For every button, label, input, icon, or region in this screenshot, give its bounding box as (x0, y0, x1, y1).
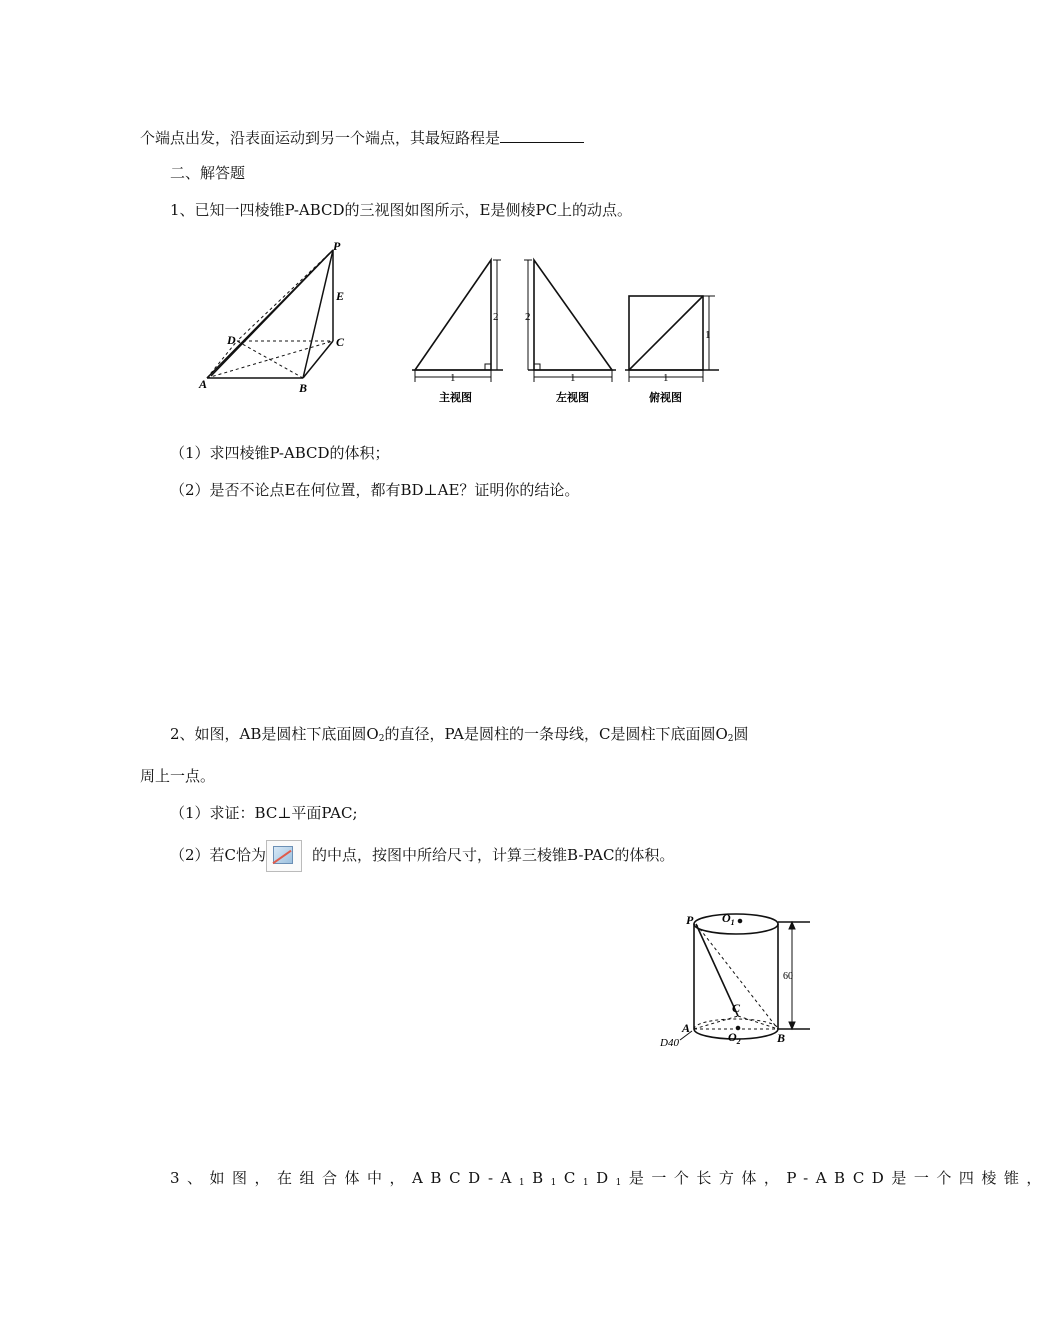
question-2-cont: 周上一点。 (140, 767, 216, 785)
label-c: C (732, 1001, 741, 1015)
side-caption: 左视图 (556, 392, 589, 404)
section-heading: 二、解答题 (170, 164, 246, 182)
top-width: 1 (663, 372, 669, 384)
label-o1: $O_1$ (722, 911, 735, 927)
question-2: 2、如图，AB是圆柱下底面圆$O_2$的直径，PA是圆柱的一条母线，C是圆柱下底面圆$O_2$圆 (170, 725, 749, 744)
answer-blank[interactable] (500, 128, 584, 143)
text: 个端点出发，沿表面运动到另一个端点，其最短路程是 (140, 129, 501, 147)
label-c: C (336, 335, 345, 349)
top-view (623, 252, 723, 407)
edge-pa-2 (211, 253, 330, 376)
front-height: 2 (493, 311, 499, 323)
label-b: B (299, 381, 308, 395)
diag-bd (237, 341, 303, 378)
label-e: E (336, 289, 345, 303)
question-1: 1、已知一四棱锥P-ABCD的三视图如图所示，E是侧棱PC上的动点。 (170, 201, 633, 219)
top-caption: 俯视图 (649, 392, 682, 404)
front-width: 1 (450, 372, 456, 384)
label-d: D (227, 333, 236, 347)
side-height: 2 (525, 311, 531, 323)
question-1-part-2: （2）是否不论点E在何位置，都有BD⊥AE？证明你的结论。 (170, 481, 580, 499)
pyramid-figure (195, 239, 375, 402)
label-p: P (686, 913, 694, 927)
label-p: P (333, 239, 341, 253)
top-height: 1 (705, 329, 711, 341)
front-view (407, 252, 507, 407)
label-a: A (199, 377, 208, 391)
question-1-part-1: （1）求四棱锥P-ABCD的体积； (170, 444, 390, 462)
side-width: 1 (570, 372, 576, 384)
label-height: 60 (783, 971, 793, 982)
label-a: A (682, 1021, 691, 1035)
label-d40: D40 (660, 1037, 679, 1049)
question-3: 3、如图，在组合体中，ABCD-$A_1B_1C_1D_1$是一个长方体，P-ABCD是一个四棱锥， (170, 1169, 1049, 1188)
side-view (518, 252, 618, 407)
line-answer-blank (140, 128, 584, 148)
question-2-part-2: （2）若C恰为 的中点，按图中所给尺寸，计算三棱锥B-PAC的体积。 (170, 840, 674, 872)
label-b: B (777, 1031, 786, 1045)
question-2-part-1: （1）求证：BC⊥平面PAC; (170, 804, 358, 822)
arc-image-placeholder (266, 840, 302, 872)
cylinder-figure (660, 904, 820, 1054)
front-caption: 主视图 (439, 392, 472, 404)
label-o2: $O_2$ (728, 1030, 741, 1046)
edge-pd (237, 250, 333, 341)
